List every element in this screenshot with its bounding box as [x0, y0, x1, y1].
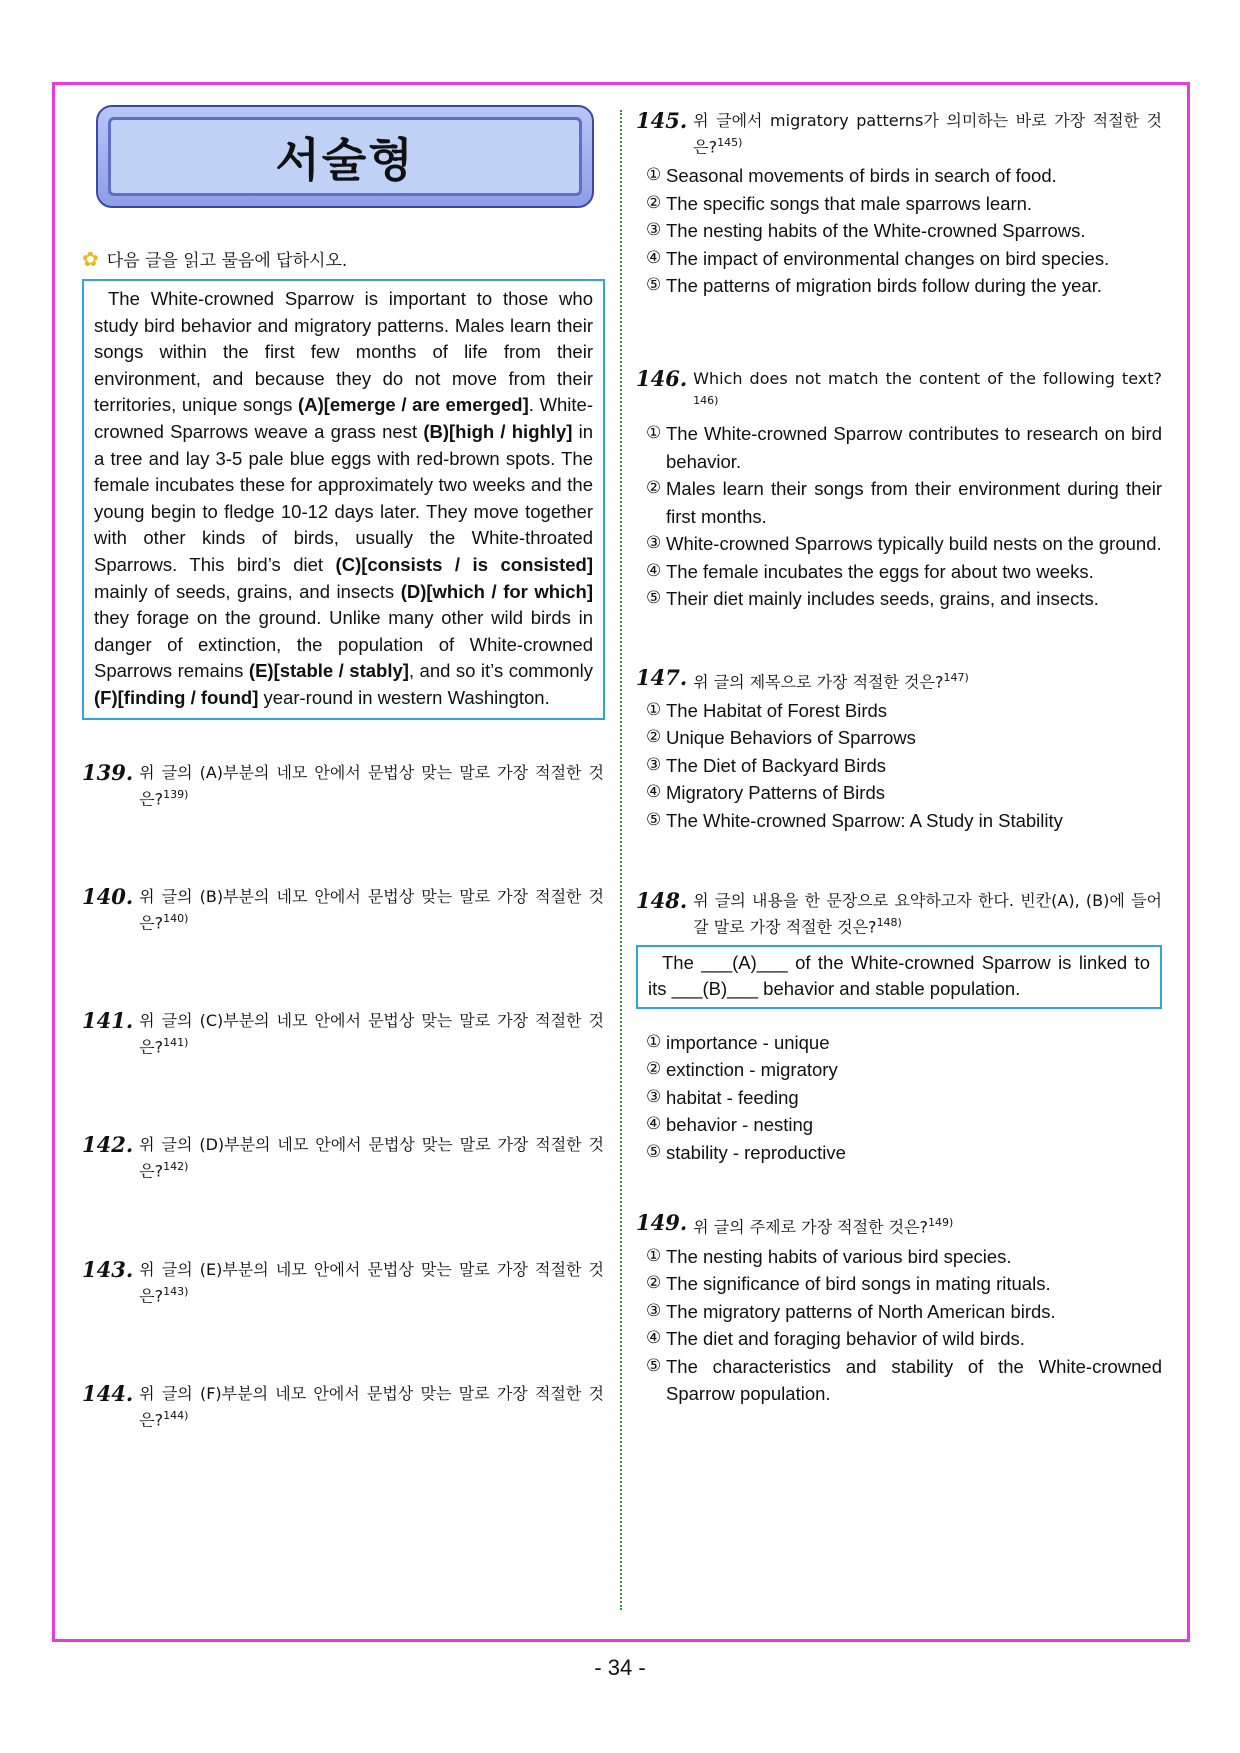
question-number: 146.	[636, 365, 688, 391]
footnote-ref: 140)	[163, 911, 189, 925]
option-text: The nesting habits of the White-crowned Sparrows.	[666, 220, 1086, 242]
question-stem	[636, 664, 1162, 693]
option-text: stability - reproductive	[666, 1141, 846, 1163]
option-4	[636, 558, 1162, 586]
question-stem	[82, 1256, 604, 1307]
question-stem	[82, 759, 604, 810]
question-number: 139.	[82, 759, 134, 785]
option-1	[636, 1029, 1162, 1057]
option-3	[636, 752, 1162, 780]
option-5	[636, 807, 1162, 835]
option-text: The impact of environmental changes on bird species.	[666, 247, 1110, 269]
option-5	[636, 585, 1162, 613]
footnote-ref: 145)	[717, 136, 743, 149]
question-stem	[636, 110, 1162, 158]
question-text	[139, 1134, 604, 1182]
passage-text: The White-crowned Sparrow is important to those who study bird behavior and migratory patterns. Males learn their songs within the first few months of life from their environment, and because they do not move from their territories, unique songs	[94, 288, 593, 416]
blank-choice: (E)[stable / stably]	[248, 660, 409, 682]
option-marker: ①	[646, 165, 662, 186]
option-text: The migratory patterns of North American birds.	[666, 1300, 1056, 1322]
option-text: The Diet of Backyard Birds	[666, 754, 887, 776]
question-text	[693, 890, 1162, 938]
footnote-ref: 146)	[693, 393, 719, 407]
question-prompt: 위 글에서 migratory patterns가 의미하는 바로 가장 적절한 것은?	[693, 111, 1162, 157]
page-number: - 34 -	[594, 1655, 646, 1680]
option-text: Males learn their songs from their environment during their first months.	[666, 478, 1162, 527]
footnote-ref: 149)	[928, 1216, 954, 1230]
blank-choice: (F)[finding / found]	[94, 686, 259, 708]
option-1	[636, 420, 1162, 475]
option-text: The White-crowned Sparrow contributes to research on bird behavior.	[666, 423, 1162, 472]
question-prompt: 위 글의 (D)부분의 네모 안에서 문법상 맞는 말로 가장 적절한 것은?	[139, 1135, 604, 1181]
page-title: 서술형	[108, 117, 582, 196]
question-number: 140.	[82, 883, 134, 909]
footnote-ref: 139)	[163, 787, 189, 801]
option-marker: ⑤	[646, 1355, 662, 1376]
blank-choice: (D)[which / for which]	[400, 580, 593, 602]
option-5	[636, 1139, 1162, 1167]
option-1	[636, 697, 1162, 725]
question-stem	[636, 1212, 1162, 1238]
question-prompt: 위 글의 (C)부분의 네모 안에서 문법상 맞는 말로 가장 적절한 것은?	[139, 1011, 604, 1057]
question-prompt: 위 글의 주제로 가장 적절한 것은?	[693, 1217, 929, 1237]
passage-text: in a tree and lay 3-5 pale blue eggs with red-brown spots. The female incubates these for approximately two weeks and the young begin to fledge 10-12 days later. They move together with other kinds of birds, usually the White-throated Sparrows. This bird’s diet	[94, 420, 594, 575]
footnote-ref: 142)	[163, 1160, 189, 1174]
option-marker: ③	[646, 754, 662, 775]
question-stem	[82, 1383, 604, 1431]
question-text	[693, 110, 1162, 158]
option-marker: ⑤	[646, 809, 662, 830]
question-prompt: 위 글의 (F)부분의 네모 안에서 문법상 맞는 말로 가장 적절한 것은?	[139, 1384, 604, 1430]
option-marker: ⑤	[646, 275, 662, 296]
option-marker: ②	[646, 478, 662, 499]
option-marker: ②	[646, 192, 662, 213]
question-140	[82, 883, 604, 934]
flower-icon: ✿	[82, 246, 99, 271]
blank-choice: (B)[high / highly]	[423, 420, 573, 442]
question-149	[636, 1212, 1162, 1407]
question-prompt: 위 글의 제목으로 가장 적절한 것은?	[693, 671, 944, 691]
question-prompt: 위 글의 (A)부분의 네모 안에서 문법상 맞는 말로 가장 적절한 것은?	[139, 762, 604, 808]
question-text	[139, 762, 604, 810]
option-text: Their diet mainly includes seeds, grains, and insects.	[666, 588, 1099, 610]
question-number: 141.	[82, 1008, 134, 1034]
footnote-ref: 141)	[163, 1036, 189, 1050]
question-number: 144.	[82, 1381, 134, 1407]
right-question-list	[636, 110, 1162, 1408]
question-145	[636, 110, 1162, 300]
option-text: Seasonal movements of birds in search of food.	[666, 165, 1057, 187]
option-marker: ④	[646, 247, 662, 268]
question-prompt: 위 글의 (E)부분의 네모 안에서 문법상 맞는 말로 가장 적절한 것은?	[139, 1259, 604, 1306]
question-148	[636, 890, 1162, 1166]
option-text: Unique Behaviors of Sparrows	[666, 727, 916, 749]
option-marker: ⑤	[646, 588, 662, 609]
passage-text: , and so it’s commonly	[408, 660, 593, 682]
option-text: The characteristics and stability of the White-crowned Sparrow population.	[666, 1355, 1162, 1405]
option-3	[636, 217, 1162, 245]
option-text: importance - unique	[666, 1031, 830, 1053]
option-3	[636, 530, 1162, 558]
option-marker: ④	[646, 1328, 662, 1349]
question-text	[139, 1259, 604, 1307]
option-marker: ③	[646, 1086, 662, 1107]
option-text: The female incubates the eggs for about two weeks.	[666, 560, 1094, 582]
question-stem	[82, 883, 604, 934]
question-number: 142.	[82, 1132, 134, 1158]
option-text: The diet and foraging behavior of wild birds.	[666, 1328, 1025, 1350]
option-1	[636, 1243, 1162, 1271]
option-2	[636, 1270, 1162, 1298]
option-text: Migratory Patterns of Birds	[666, 782, 885, 804]
question-144	[82, 1383, 604, 1431]
passage-text: they forage on the ground. Unlike many other wild birds in danger of extinction, the population of White-crowned Sparrows remains	[94, 607, 593, 682]
options-list	[636, 1029, 1162, 1167]
options-list	[636, 1243, 1162, 1408]
options-list	[636, 162, 1162, 300]
option-3	[636, 1084, 1162, 1112]
column-divider	[620, 110, 622, 1610]
option-marker: ④	[646, 560, 662, 581]
option-4	[636, 779, 1162, 807]
option-marker: ③	[646, 1300, 662, 1321]
footnote-ref: 148)	[876, 916, 902, 930]
question-text	[139, 1010, 604, 1058]
question-number: 145.	[636, 108, 688, 133]
question-stem	[636, 365, 1162, 416]
option-2	[636, 1056, 1162, 1084]
question-146	[636, 365, 1162, 613]
option-text: The White-crowned Sparrow: A Study in Stability	[666, 809, 1063, 831]
option-marker: ②	[646, 727, 662, 748]
footnote-ref: 143)	[163, 1284, 189, 1298]
question-143	[82, 1256, 604, 1307]
option-marker: ③	[646, 220, 662, 241]
left-column	[82, 105, 604, 1431]
question-142	[82, 1134, 604, 1182]
question-text	[693, 1212, 1162, 1238]
option-3	[636, 1298, 1162, 1326]
option-4	[636, 1325, 1162, 1353]
passage-text: year-round in western Washington.	[258, 686, 550, 708]
option-marker: ⑤	[646, 1141, 662, 1162]
option-marker: ③	[646, 533, 662, 554]
instruction-text: 다음 글을 읽고 물음에 답하시오.	[106, 251, 348, 271]
summary-box: The ___(A)___ of the White-crowned Sparrow is linked to its ___(B)___ behavior and stable population.	[636, 945, 1162, 1009]
reading-passage	[82, 279, 605, 720]
option-text: habitat - feeding	[666, 1086, 799, 1108]
question-141	[82, 1010, 604, 1058]
footnote-ref: 147)	[943, 670, 969, 684]
option-2	[636, 475, 1162, 530]
option-marker: ①	[646, 1031, 662, 1052]
options-list	[636, 420, 1162, 613]
question-number: 143.	[82, 1256, 134, 1282]
question-number: 147.	[636, 664, 688, 690]
option-marker: ②	[646, 1059, 662, 1080]
option-4	[636, 1111, 1162, 1139]
option-text: The nesting habits of various bird species.	[666, 1245, 1012, 1267]
option-text: behavior - nesting	[666, 1114, 814, 1136]
question-number: 148.	[636, 888, 688, 914]
options-list	[636, 697, 1162, 835]
left-question-list	[82, 759, 604, 1432]
option-text: The Habitat of Forest Birds	[666, 699, 888, 721]
question-text	[139, 886, 604, 934]
option-marker: ①	[646, 699, 662, 720]
blank-choice: (A)[emerge / are emerged]	[298, 394, 529, 416]
passage-text: mainly of seeds, grains, and insects	[94, 580, 401, 602]
question-prompt: Which does not match the content of the following text?	[693, 368, 1162, 388]
option-1	[636, 162, 1162, 190]
question-prompt: 위 글의 (B)부분의 네모 안에서 문법상 맞는 말로 가장 적절한 것은?	[139, 886, 604, 933]
footnote-ref: 144)	[163, 1409, 189, 1423]
option-marker: ①	[646, 1245, 662, 1266]
option-text: The specific songs that male sparrows learn.	[666, 192, 1033, 214]
question-139	[82, 759, 604, 810]
question-stem	[636, 890, 1162, 938]
instruction	[82, 246, 604, 271]
option-text: The significance of bird songs in mating rituals.	[666, 1273, 1051, 1295]
question-stem	[82, 1134, 604, 1182]
passage-text: . White-crowned Sparrows weave a grass nest	[94, 394, 593, 442]
question-text	[693, 667, 1162, 693]
question-text	[693, 368, 1162, 416]
question-stem	[82, 1010, 604, 1058]
option-2	[636, 724, 1162, 752]
option-marker: ①	[646, 423, 662, 444]
option-5	[636, 272, 1162, 300]
question-prompt: 위 글의 내용을 한 문장으로 요약하고자 한다. 빈칸(A), (B)에 들어갈 말로 가장 적절한 것은?	[693, 891, 1162, 937]
option-text: extinction - migratory	[666, 1059, 838, 1081]
question-147	[636, 664, 1162, 835]
title-banner	[96, 105, 594, 208]
option-text: The patterns of migration birds follow during the year.	[666, 275, 1103, 297]
blank-choice: (C)[consists / is consisted]	[335, 553, 593, 575]
option-marker: ④	[646, 782, 662, 803]
option-2	[636, 190, 1162, 218]
option-marker: ④	[646, 1114, 662, 1135]
option-4	[636, 245, 1162, 273]
option-5	[636, 1353, 1162, 1408]
option-marker: ②	[646, 1273, 662, 1294]
question-number: 149.	[636, 1210, 688, 1236]
option-text: White-crowned Sparrows typically build nests on the ground.	[666, 533, 1162, 555]
question-text	[139, 1383, 604, 1431]
